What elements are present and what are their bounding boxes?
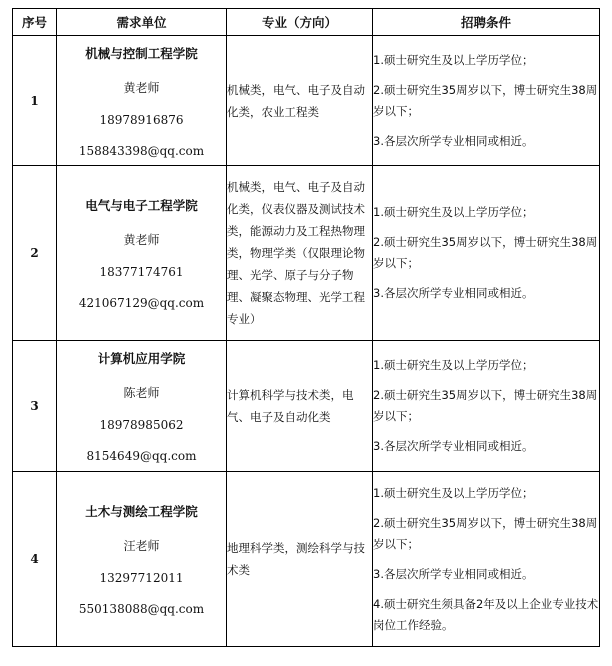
requirement-item: 1.硕士研究生及以上学历学位； bbox=[373, 52, 534, 67]
contact-name: 黄老师 bbox=[123, 233, 160, 247]
major-cell: 机械类，电气、电子及自动化类，仪表仪器及测试技术类，能源动力及工程热物理类，物理学类（仅限理论物理、光学、原子与分子物理、凝聚态物理、光学工程专业） bbox=[227, 166, 373, 341]
requirements-cell bbox=[373, 472, 600, 647]
requirement-item: 2.硕士研究生35周岁以下，博士研究生38周岁以下； bbox=[373, 388, 598, 423]
table-row bbox=[13, 472, 600, 647]
row-number: 4 bbox=[13, 472, 57, 647]
unit-cell bbox=[57, 166, 227, 341]
header-major: 专业（方向） bbox=[227, 9, 373, 36]
unit-cell bbox=[57, 36, 227, 166]
header-requirements: 招聘条件 bbox=[373, 9, 600, 36]
unit-cell bbox=[57, 341, 227, 472]
contact-name: 陈老师 bbox=[123, 386, 160, 400]
requirement-item: 2.硕士研究生35周岁以下，博士研究生38周岁以下； bbox=[373, 235, 598, 270]
requirement-item: 1.硕士研究生及以上学历学位； bbox=[373, 205, 534, 219]
row-number: 1 bbox=[13, 36, 57, 166]
contact-email: 158843398@qq.com bbox=[78, 143, 205, 158]
requirement-item: 3.各层次所学专业相同或相近。 bbox=[373, 566, 534, 581]
table-row bbox=[13, 36, 600, 166]
unit-name: 土木与测绘工程学院 bbox=[85, 504, 198, 519]
requirements-cell bbox=[373, 36, 600, 166]
table-row bbox=[13, 341, 600, 472]
contact-email: 550138088@qq.com bbox=[78, 602, 205, 616]
contact-phone: 18377174761 bbox=[99, 265, 184, 279]
contact-email: 421067129@qq.com bbox=[78, 296, 205, 310]
row-number: 2 bbox=[13, 166, 57, 341]
requirements-cell bbox=[373, 341, 600, 472]
requirement-item: 3.各层次所学专业相同或相近。 bbox=[373, 286, 534, 300]
requirement-item: 4.硕士研究生须具备2年及以上企业专业技术岗位工作经验。 bbox=[373, 596, 599, 632]
requirement-item: 1.硕士研究生及以上学历学位； bbox=[373, 358, 534, 372]
table-header-row bbox=[13, 9, 600, 36]
requirement-item: 1.硕士研究生及以上学历学位； bbox=[373, 485, 534, 500]
major-cell: 计算机科学与技术类，电气、电子及自动化类 bbox=[227, 341, 373, 472]
requirement-item: 3.各层次所学专业相同或相近。 bbox=[373, 439, 534, 453]
table-row bbox=[13, 166, 600, 341]
requirements-cell bbox=[373, 166, 600, 341]
contact-phone: 18978916876 bbox=[99, 112, 184, 127]
requirement-item: 3.各层次所学专业相同或相近。 bbox=[373, 133, 534, 148]
recruitment-table bbox=[12, 8, 600, 647]
contact-name: 黄老师 bbox=[123, 80, 160, 95]
contact-email: 8154649@qq.com bbox=[86, 449, 197, 463]
contact-phone: 13297712011 bbox=[99, 571, 184, 585]
header-unit: 需求单位 bbox=[57, 9, 227, 36]
unit-cell bbox=[57, 472, 227, 647]
header-no: 序号 bbox=[13, 9, 57, 36]
unit-name: 电气与电子工程学院 bbox=[85, 198, 198, 213]
unit-name: 计算机应用学院 bbox=[97, 351, 186, 366]
contact-name: 汪老师 bbox=[123, 539, 160, 553]
requirement-item: 2.硕士研究生35周岁以下，博士研究生38周岁以下； bbox=[373, 515, 598, 551]
row-number: 3 bbox=[13, 341, 57, 472]
major-cell: 地理科学类，测绘科学与技术类 bbox=[227, 472, 373, 647]
major-cell: 机械类，电气、电子及自动化类，农业工程类 bbox=[227, 36, 373, 166]
requirement-item: 2.硕士研究生35周岁以下，博士研究生38周岁以下； bbox=[373, 82, 598, 118]
unit-name: 机械与控制工程学院 bbox=[85, 45, 198, 61]
contact-phone: 18978985062 bbox=[99, 418, 184, 432]
